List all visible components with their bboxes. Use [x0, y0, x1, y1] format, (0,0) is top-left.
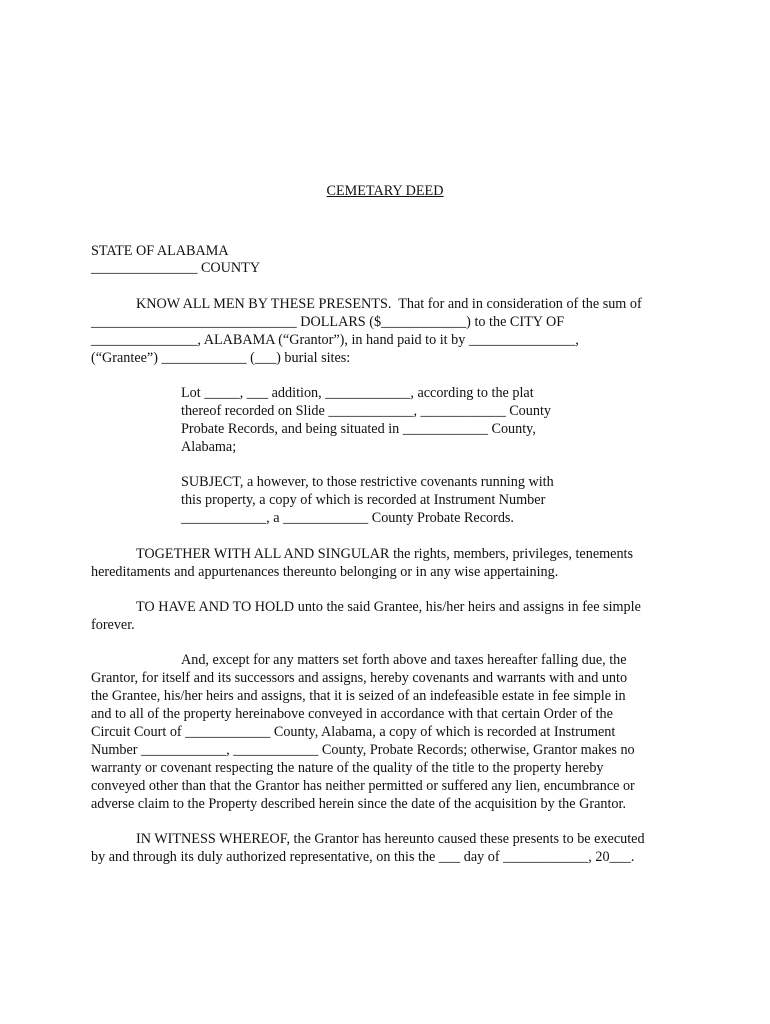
- warranty-line-2: Grantor, for itself and its successors and assigns, hereby covenants and warrants with and unto: [91, 670, 628, 686]
- habendum-line-2: forever.: [91, 617, 135, 633]
- together-with-line-1: TOGETHER WITH ALL AND SINGULAR the rights, members, privileges, tenements: [136, 546, 634, 562]
- know-all-men-line-3: _______________, ALABAMA (“Grantor”), in hand paid to it by _______________,: [91, 332, 579, 348]
- document-title: CEMETARY DEED: [326, 183, 444, 199]
- know-all-men-line-2: _____________________________ DOLLARS ($____________) to the CITY OF: [91, 314, 565, 330]
- warranty-line-6: Number ____________, ____________ County, Probate Records; otherwise, Grantor makes no: [91, 742, 635, 758]
- subject-clause-line-2: this property, a copy of which is recorded at Instrument Number: [181, 492, 546, 508]
- warranty-line-4: and to all of the property hereinabove conveyed in accordance with that certain Order of the: [91, 706, 613, 722]
- warranty-line-5: Circuit Court of ____________ County, Alabama, a copy of which is recorded at Instrument: [91, 724, 616, 740]
- subject-clause-line-1: SUBJECT, a however, to those restrictive covenants running with: [181, 474, 554, 490]
- lot-description-line-3: Probate Records, and being situated in ____________ County,: [181, 421, 536, 437]
- warranty-line-1: And, except for any matters set forth above and taxes hereafter falling due, the: [181, 652, 627, 668]
- know-all-men-line-1: KNOW ALL MEN BY THESE PRESENTS. That for and in consideration of the sum of: [136, 296, 642, 312]
- witness-line-1: IN WITNESS WHEREOF, the Grantor has hereunto caused these presents to be executed: [136, 831, 645, 847]
- lot-description-line-4: Alabama;: [181, 439, 237, 455]
- lot-description-line-1: Lot _____, ___ addition, ____________, according to the plat: [181, 385, 534, 401]
- know-all-men-line-4: (“Grantee”) ____________ (___) burial sites:: [91, 350, 351, 366]
- state-line: STATE OF ALABAMA: [91, 243, 229, 259]
- witness-line-2: by and through its duly authorized representative, on this the ___ day of ____________, 20___.: [91, 849, 635, 865]
- warranty-line-8: conveyed other than that the Grantor has neither permitted or suffered any lien, encumbrance or: [91, 778, 635, 794]
- subject-clause-line-3: ____________, a ____________ County Probate Records.: [181, 510, 514, 526]
- lot-description-line-2: thereof recorded on Slide ____________, ____________ County: [181, 403, 552, 419]
- county-line: _______________ COUNTY: [91, 260, 261, 276]
- together-with-line-2: hereditaments and appurtenances thereunto belonging or in any wise appertaining.: [91, 564, 559, 580]
- habendum-line-1: TO HAVE AND TO HOLD unto the said Grantee, his/her heirs and assigns in fee simple: [136, 599, 641, 615]
- warranty-line-9: adverse claim to the Property described herein since the date of the acquisition by the Grantor.: [91, 796, 627, 812]
- warranty-line-7: warranty or covenant respecting the nature of the quality of the title to the property hereby: [91, 760, 604, 776]
- warranty-line-3: the Grantee, his/her heirs and assigns, that it is seized of an indefeasible estate in fee simple in: [91, 688, 626, 704]
